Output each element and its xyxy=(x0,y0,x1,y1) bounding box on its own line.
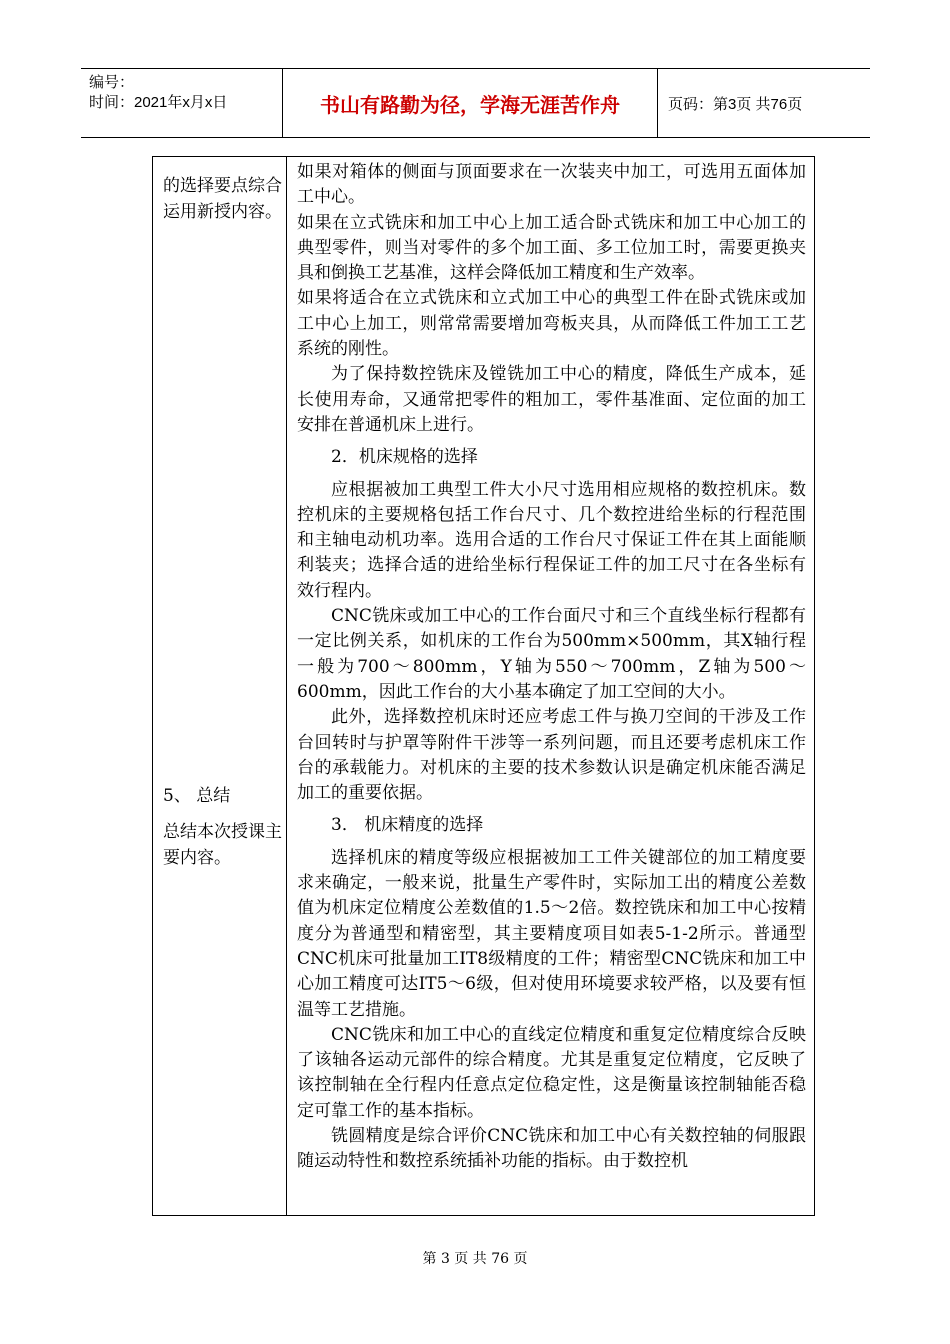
page-footer: 第 3 页 共 76 页 xyxy=(422,1251,528,1267)
header-motto: 书山有路勤为径，学海无涯苦作舟 xyxy=(283,69,658,137)
header-page-info: 页码：第3页 共76页 xyxy=(668,95,803,113)
paragraph-2: 如果在立式铣床和加工中心上加工适合卧式铣床和加工中心加工的典型零件，则当对零件的多个加工面、多工位加工时，需要更换夹具和倒换工艺基准，这样会降低加工精度和生产效率。 xyxy=(297,212,806,284)
paragraph-5: 应根据被加工典型工件大小尺寸选用相应规格的数控机床。数控机床的主要规格包括工作台尺寸、几个数控进给坐标的行程范围和主轴电动机功率。选用合适的工作台尺寸保证工件在其上面能顺利装夹；选择合适的进给坐标行程保证工件的加工尺寸在各坐标有效行程内。 xyxy=(297,479,806,601)
section-heading-2: 2．机床规格的选择 xyxy=(331,447,478,468)
content-table xyxy=(152,156,815,1216)
header-time: 时间：2021年x月x日 xyxy=(89,94,228,111)
paragraph-1: 如果对箱体的侧面与顶面要求在一次装夹中加工，可选用五面体加工中心。 xyxy=(297,162,806,208)
summary-text: 总结本次授课主要内容。 xyxy=(163,822,282,868)
header-number: 编号： xyxy=(89,74,135,91)
paragraph-10: 铣圆精度是综合评价CNC铣床和加工中心有关数控轴的伺服跟随运动特性和数控系统插补功能的指标。由于数控机 xyxy=(297,1125,806,1172)
left-intro: 的选择要点综合运用新授内容。 xyxy=(163,176,282,222)
paragraph-3: 如果将适合在立式铣床和立式加工中心的典型工件在卧式铣床或加工中心上加工，则常常需要增加弯板夹具，从而降低工件加工工艺系统的刚性。 xyxy=(297,288,806,360)
left-column xyxy=(153,157,287,1215)
paragraph-4: 为了保持数控铣床及镗铣加工中心的精度，降低生产成本，延长使用寿命，又通常把零件的粗加工，零件基准面、定位面的加工安排在普通机床上进行。 xyxy=(297,364,806,435)
summary-heading: 5、 总结 xyxy=(163,786,231,806)
paragraph-7: 此外，选择数控机床时还应考虑工件与换刀空间的干涉及工作台回转时与护罩等附件干涉等一系列问题，而且还要考虑机床工作台的承载能力。对机床的主要的技术参数认识是确定机床能否满足加工的重要依据。 xyxy=(297,707,806,804)
page-header xyxy=(81,68,870,138)
paragraph-9: CNC铣床和加工中心的直线定位精度和重复定位精度综合反映了该轴各运动元部件的综合精度。尤其是重复定位精度，它反映了该控制轴在全行程内任意点定位稳定性，这是衡量该控制轴能否稳定可靠工作的基本指标。 xyxy=(297,1024,806,1121)
paragraph-8: 选择机床的精度等级应根据被加工工件关键部位的加工精度要求来确定，一般来说，批量生产零件时，实际加工出的精度公差数值为机床定位精度公差数值的1.5～2倍。数控铣床和加工中心按精度分为普通型和精密型，其主要精度项目如表5-1-2所示。普通型CNC机床可批量加工IT8级精度的工件；精密型CNC铣床和加工中心加工精度可达IT5～6级，但对使用环境要求较严格，以及要有恒温等工艺措施。 xyxy=(297,847,806,1020)
header-meta xyxy=(81,69,283,137)
right-column xyxy=(287,157,814,1215)
section-heading-3: 3． 机床精度的选择 xyxy=(331,815,484,836)
paragraph-6: CNC铣床或加工中心的工作台面尺寸和三个直线坐标行程都有一定比例关系，如机床的工作台为500mm×500mm，其X轴行程一般为700～800mm，Y轴为550～700mm，Z轴为500～600mm，因此工作台的大小基本确定了加工空间的大小。 xyxy=(297,606,806,702)
